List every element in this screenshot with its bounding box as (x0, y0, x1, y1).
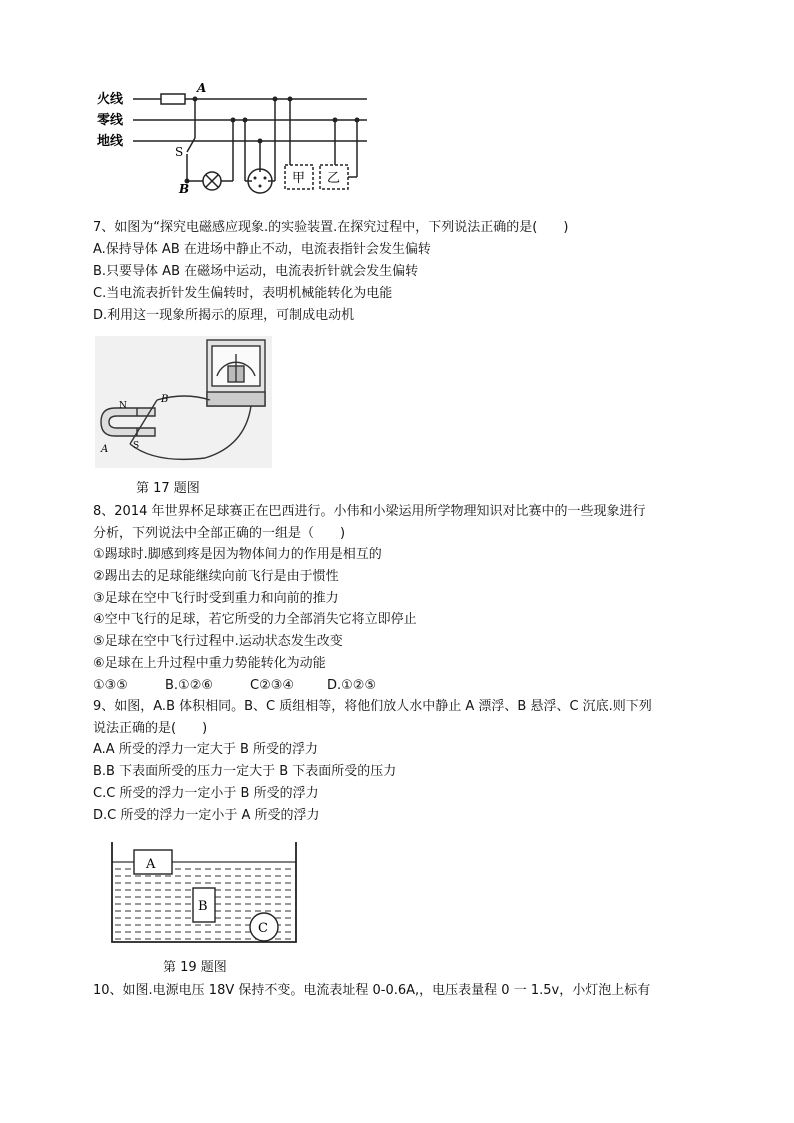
q8-stem-line1: 8、2014 年世界杯足球赛正在巴西进行。小伟和小梁运用所学物理知识对比赛中的一些现象进行 (93, 504, 646, 519)
block-b-label: B (198, 899, 208, 914)
switch-label: S (175, 145, 184, 159)
conductor-a-label: A (101, 444, 109, 455)
point-b-label: B (179, 182, 190, 196)
q8-choice-d: D.①②⑤ (327, 678, 377, 693)
conductor-b-label: B (161, 394, 169, 405)
magnet-n-label: N (119, 401, 127, 411)
q7-stem: 7、如图为“探究电磁感应现象.的实验装置.在探究过程中，下列说法正确的是( ) (93, 220, 569, 235)
ball-c-label: C (258, 921, 268, 936)
q8-statement-5: ⑤足球在空中飞行过程中.运动状态发生改变 (93, 634, 343, 649)
box-yi-label: 乙 (327, 171, 341, 186)
q9-stem-line2: 说法正确的是( ) (93, 721, 208, 736)
q10-stem: 10、如图.电源电压 18V 保持不变。电流表址程 0-0.6A,，电压表量程 0 一 1.5v，小灯泡上标有 (93, 983, 651, 998)
q9-option-d: D.C 所受的浮力一定小于 A 所受的浮力 (93, 808, 320, 823)
box-jia-label: 甲 (292, 171, 306, 186)
q8-statement-3: ③足球在空中飞行时受到重力和向前的推力 (93, 591, 339, 606)
q8-choice-c: C②③④ (250, 678, 295, 693)
q8-statement-1: ①踢球时.脚感到疼是因为物体间力的作用是相互的 (93, 547, 382, 562)
q7-option-a: A.保持导体 AB 在进场中静止不动，电流表指针会发生偏转 (93, 242, 431, 257)
q8-statement-6: ⑥足球在上升过程中重力势能转化为动能 (93, 656, 326, 671)
q9-option-a: A.A 所受的浮力一定大于 B 所受的浮力 (93, 742, 319, 757)
magnet-s-label: S (133, 441, 140, 451)
neutral-wire-label: 零线 (97, 113, 124, 128)
household-circuit-figure (95, 78, 380, 198)
q7-option-c: C.当电流表折针发生偏转时，表明机械能转化为电能 (93, 286, 393, 301)
q8-choice-b: B.①②⑥ (165, 678, 214, 693)
q7-figure-caption: 第 17 题图 (136, 481, 200, 496)
q8-stem-line2: 分析，下列说法中全部正确的一组是（ ) (93, 526, 346, 541)
q8-statement-2: ②踢出去的足球能继续向前飞行是由于惯性 (93, 569, 339, 584)
q9-figure-caption: 第 19 题图 (163, 960, 227, 975)
point-a-label: A (197, 81, 207, 95)
buoyancy-container-figure (104, 838, 304, 948)
q9-option-b: B.B 下表面所受的压力一定大于 B 下表面所受的压力 (93, 764, 397, 779)
q9-option-c: C.C 所受的浮力一定小于 B 所受的浮力 (93, 786, 319, 801)
q8-choice-a: ①③⑤ (93, 678, 128, 693)
electromagnetic-induction-figure (95, 336, 272, 468)
q7-option-d: D.利用这一现象所揭示的原理，可制成电动机 (93, 308, 355, 323)
live-wire-label: 火线 (97, 92, 124, 107)
block-a-label: A (146, 857, 156, 872)
q9-stem-line1: 9、如图，A.B 体积相同。B、C 质组相等，将他们放人水中静止 A 漂浮、B 悬浮、C 沉底.则下列 (93, 699, 652, 714)
q8-statement-4: ④空中飞行的足球，若它所受的力全部消失它将立即停止 (93, 612, 417, 627)
q7-option-b: B.只要导体 AB 在磁场中运动，电流表折针就会发生偏转 (93, 264, 419, 279)
earth-wire-label: 地线 (97, 134, 124, 149)
